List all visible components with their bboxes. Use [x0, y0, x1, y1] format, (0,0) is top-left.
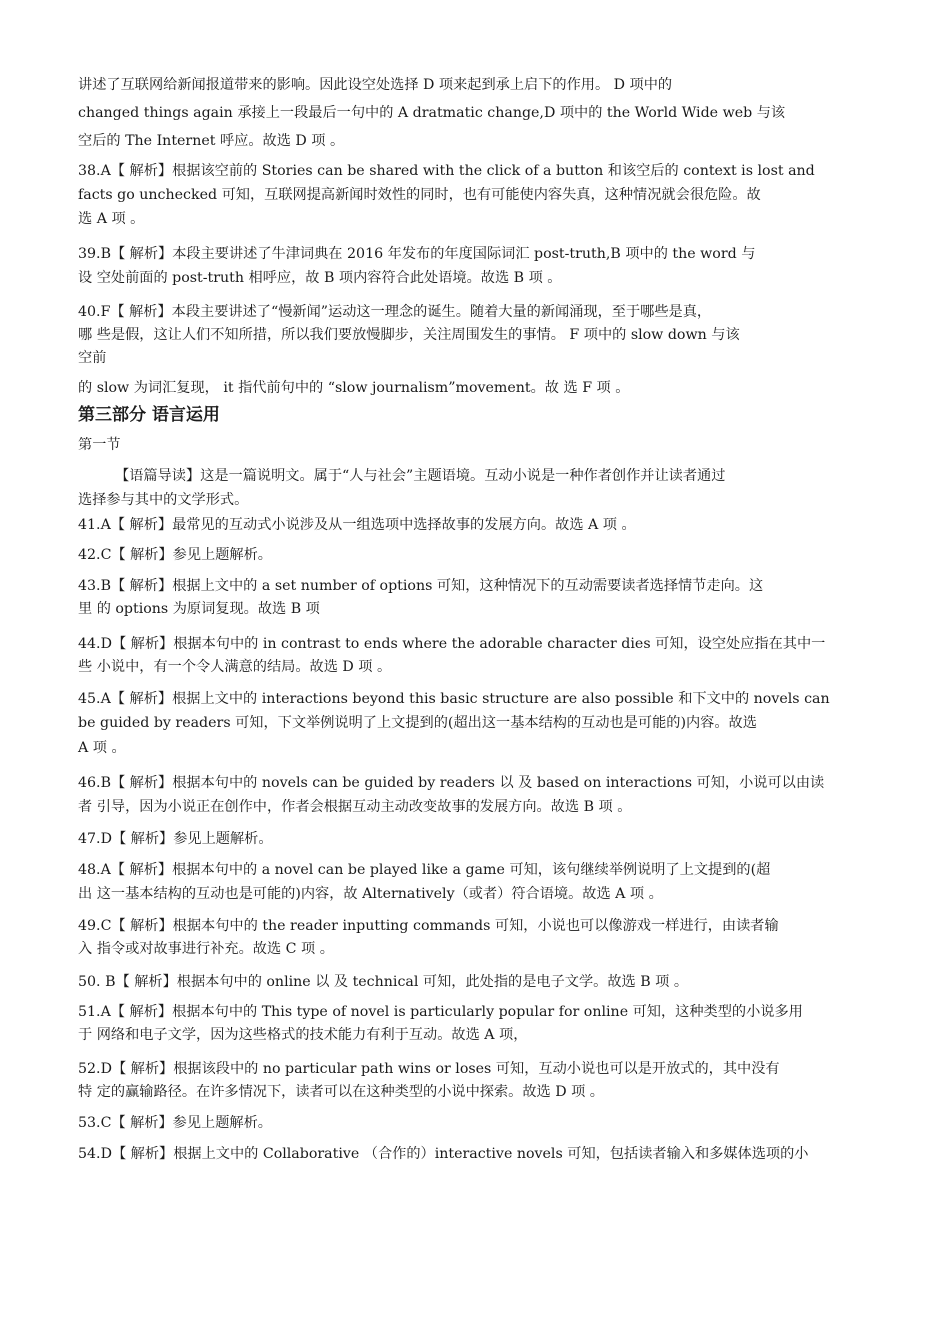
text-line: 讲述了互联网给新闻报道带来的影响。因此设空处选择 D 项来起到承上启下的作用。 D 项中的	[78, 77, 673, 93]
text-line: 【语篇导读】这是一篇说明文。属于“人与社会”主题语境。互动小说是一种作者创作并让读者通过	[115, 468, 726, 484]
text-line: 52.D【 解析】根据该段中的 no particular path wins or loses 可知，互动小说也可以是开放式的，其中没有	[78, 1061, 780, 1077]
text-line: 39.B【 解析】本段主要讲述了牛津词典在 2016 年发布的年度国际词汇 post-truth,B 项中的 the word 与	[78, 246, 756, 262]
text-line: A 项 。	[78, 740, 126, 756]
text-line: 45.A【 解析】根据上文中的 interactions beyond this basic structure are also possible 和下文中的 novels can	[78, 691, 830, 707]
text-line: changed things again 承接上一段最后一句中的 A dratmatic change,D 项中的 the World Wide web 与该	[78, 105, 786, 121]
text-line: 于 网络和电子文学，因为这些格式的技术能力有利于互动。故选 A 项，	[78, 1027, 528, 1043]
text-line: be guided by readers 可知，下文举例说明了上文提到的(超出这一基本结构的互动也是可能的)内容。故选	[78, 715, 757, 731]
text-line: facts go unchecked 可知，互联网提高新闻时效性的同时，也有可能使内容失真，这种情况就会很危险。故	[78, 187, 761, 203]
text-line: 空前	[78, 350, 107, 366]
text-line: 选 A 项 。	[78, 211, 145, 227]
text-line: 设 空处前面的 post-truth 相呼应，故 B 项内容符合此处语境。故选 B 项 。	[78, 270, 562, 286]
text-line: 40.F【 解析】本段主要讲述了“慢新闻”运动这一理念的诞生。随着大量的新闻涌现，至于哪些是真，	[78, 304, 712, 320]
text-line: 的 slow 为词汇复现， it 指代前句中的 “slow journalism”movement。故 选 F 项 。	[78, 380, 630, 396]
text-line: 出 这一基本结构的互动也是可能的)内容，故 Alternatively（或者）符合语境。故选 A 项 。	[78, 886, 663, 902]
text-line: 50. B【 解析】根据本句中的 online 以 及 technical 可知，此处指的是电子文学。故选 B 项 。	[78, 974, 689, 990]
text-line: 选择参与其中的文学形式。	[78, 492, 249, 508]
text-line: 空后的 The Internet 呼应。故选 D 项 。	[78, 133, 345, 149]
text-line: 49.C【 解析】根据本句中的 the reader inputting commands 可知，小说也可以像游戏一样进行，由读者输	[78, 918, 779, 934]
text-line: 48.A【 解析】根据本句中的 a novel can be played like a game 可知，该句继续举例说明了上文提到的(超	[78, 862, 771, 878]
text-line: 入 指令或对故事进行补充。故选 C 项 。	[78, 941, 334, 957]
text-line: 46.B【 解析】根据本句中的 novels can be guided by readers 以 及 based on interactions 可知，小说可以由读	[78, 775, 825, 791]
subsection-label: 第一节	[78, 437, 121, 453]
text-line: 53.C【 解析】参见上题解析。	[78, 1115, 272, 1131]
text-line: 哪 些是假，这让人们不知所措，所以我们要放慢脚步，关注周围发生的事情。 F 项中的 slow down 与该	[78, 327, 740, 343]
text-line: 38.A【 解析】根据该空前的 Stories can be shared with the click of a button 和该空后的 context is lost and	[78, 163, 815, 179]
text-line: 42.C【 解析】参见上题解析。	[78, 547, 272, 563]
text-line: 47.D【 解析】参见上题解析。	[78, 831, 273, 847]
text-line: 43.B【 解析】根据上文中的 a set number of options 可知，这种情况下的互动需要读者选择情节走向。这	[78, 578, 764, 594]
text-line: 者 引导，因为小说正在创作中，作者会根据互动主动改变故事的发展方向。故选 B 项 。	[78, 799, 632, 815]
text-line: 41.A【 解析】最常见的互动式小说涉及从一组选项中选择故事的发展方向。故选 A 项 。	[78, 517, 636, 533]
text-line: 特 定的赢输路径。在许多情况下，读者可以在这种类型的小说中探索。故选 D 项 。	[78, 1084, 604, 1100]
text-line: 里 的 options 为原词复现。故选 B 项	[78, 601, 320, 617]
text-line: 些 小说中，有一个令人满意的结局。故选 D 项 。	[78, 659, 392, 675]
text-line: 44.D【 解析】根据本句中的 in contrast to ends where the adorable character dies 可知，设空处应指在其中一	[78, 636, 826, 652]
text-line: 54.D【 解析】根据上文中的 Collaborative （合作的）interactive novels 可知，包括读者输入和多媒体选项的小	[78, 1146, 809, 1162]
section-heading: 第三部分 语言运用	[78, 405, 220, 425]
text-line: 51.A【 解析】根据本句中的 This type of novel is particularly popular for online 可知，这种类型的小说多用	[78, 1004, 803, 1020]
